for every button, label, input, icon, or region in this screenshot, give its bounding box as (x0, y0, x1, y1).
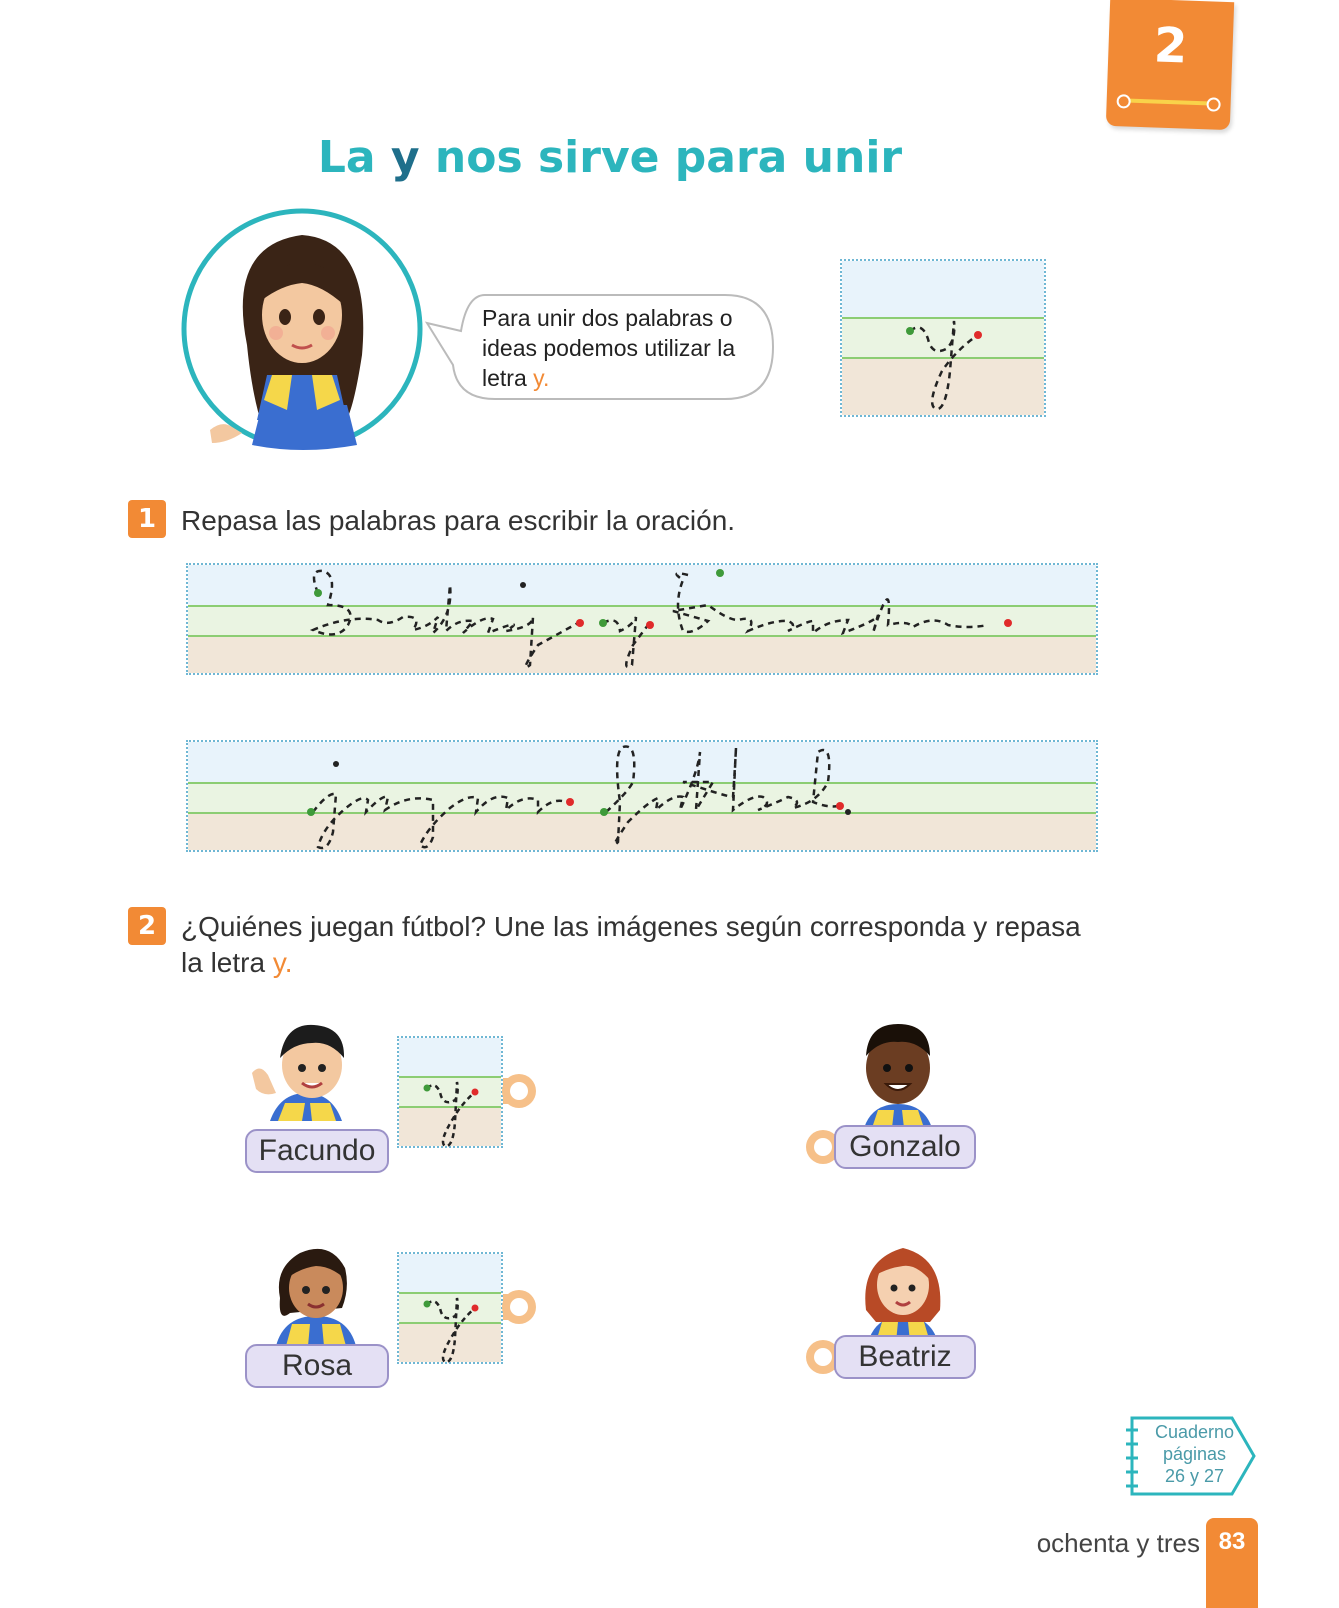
cuaderno-text (1142, 1421, 1247, 1487)
name-label-gonzalo: Gonzalo (834, 1125, 976, 1169)
unit-ring-right (1206, 97, 1220, 111)
unit-ring-left (1116, 94, 1130, 108)
activity-2-end: . (284, 947, 293, 978)
cuaderno-line2: páginas (1162, 1444, 1227, 1464)
y-guide-facundo (397, 1036, 503, 1148)
rosa-avatar (270, 1228, 362, 1346)
speech-end: . (542, 365, 550, 391)
gonzalo-avatar (852, 1016, 944, 1128)
page-number-words: ochenta y tres (1036, 1528, 1200, 1558)
letter-y-guide (840, 259, 1046, 417)
name-label-facundo: Facundo (245, 1129, 389, 1173)
match-dot-rosa[interactable] (502, 1290, 536, 1324)
name-label-rosa: Rosa (245, 1344, 389, 1388)
beatriz-avatar (858, 1230, 948, 1342)
unit-number: 2 (1152, 17, 1189, 75)
cuaderno-line1: Cuaderno (1154, 1422, 1235, 1442)
match-dot-facundo[interactable] (502, 1074, 536, 1108)
unit-tab (1106, 0, 1234, 130)
page-number: 83 (1218, 1528, 1246, 1555)
activity-2-badge: 2 (128, 907, 166, 945)
page-title (0, 132, 1220, 183)
activity-2-instruction (181, 909, 1081, 981)
title-highlight: y (390, 132, 420, 183)
activity-2-letter: y (272, 947, 285, 978)
activity-2-line2: la letra (181, 947, 273, 978)
tracing-line-1 (186, 563, 1098, 675)
y-guide-rosa (397, 1252, 503, 1364)
activity-1-badge: 1 (128, 500, 166, 538)
cuaderno-line3: 26 y 27 (1164, 1466, 1225, 1486)
title-part1: La (317, 132, 391, 183)
activity-2-line1: ¿Quiénes juegan fútbol? Une las imágenes según corresponda y repasa (181, 911, 1081, 942)
activity-1-instruction: Repasa las palabras para escribir la oración. (181, 505, 736, 536)
facundo-avatar (250, 1013, 362, 1131)
girl-avatar (172, 205, 427, 470)
unit-bar (1121, 98, 1217, 105)
speech-text (482, 303, 772, 393)
name-label-beatriz: Beatriz (834, 1335, 976, 1379)
speech-body: Para unir dos palabras o ideas podemos utilizar la letra (482, 305, 736, 391)
tracing-line-2 (186, 740, 1098, 852)
speech-letter: y (533, 365, 543, 391)
title-part2: nos sirve para unir (419, 132, 903, 183)
